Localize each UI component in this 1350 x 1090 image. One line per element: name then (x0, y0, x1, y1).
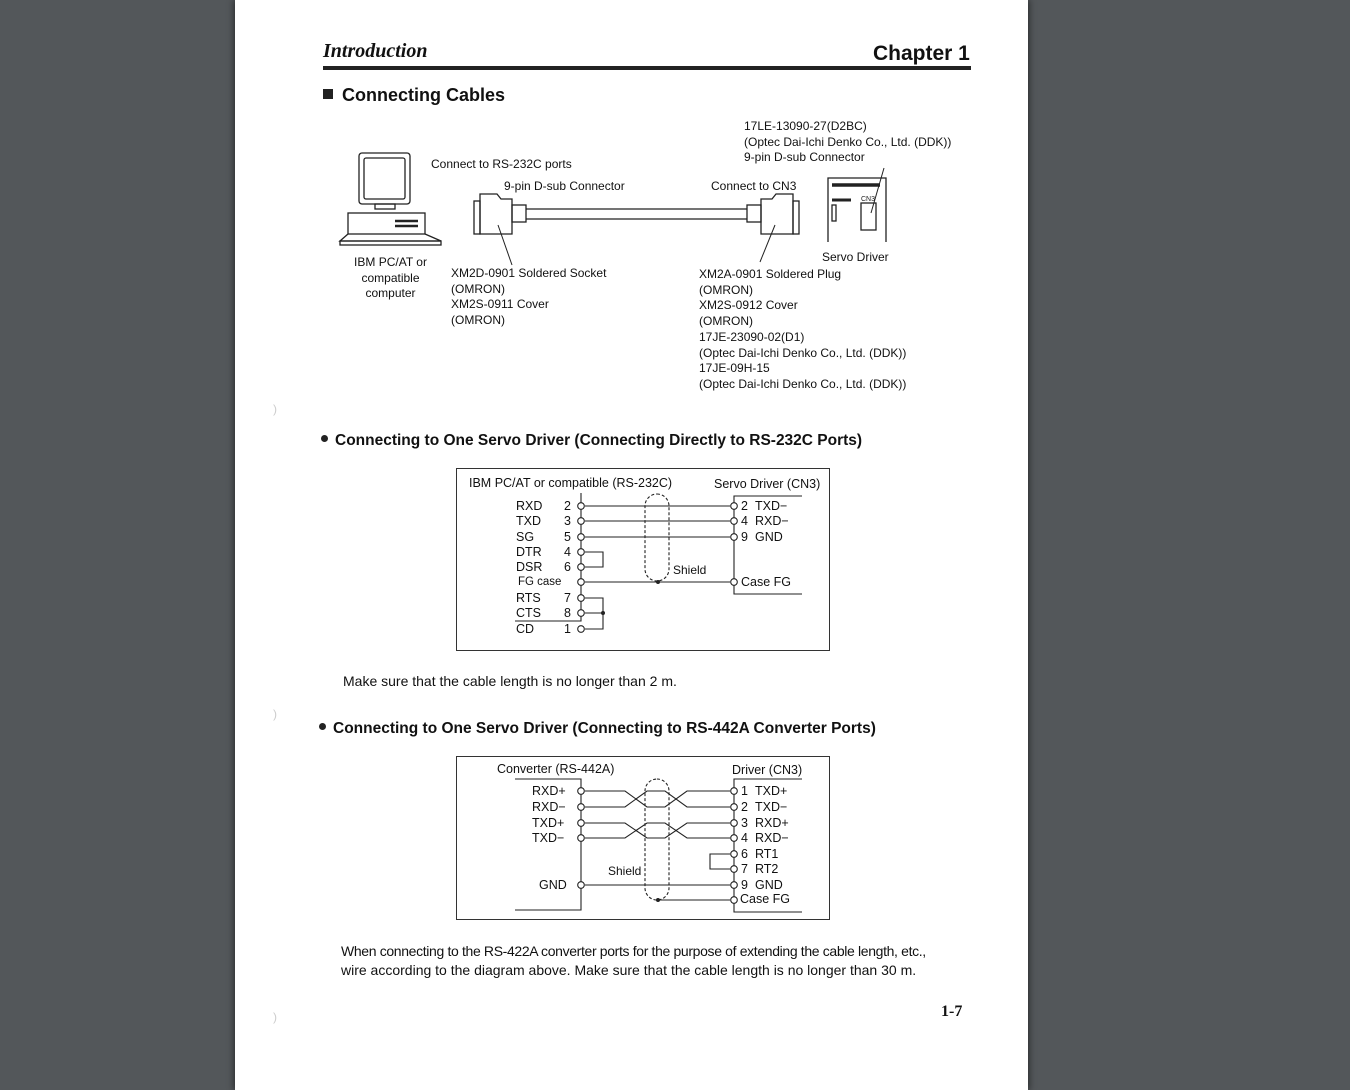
rs422-wiring-diagram: Converter (RS-442A) Driver (CN3) RXD+ RXD− TXD+ TXD− GND 1 TXD+ 2 TXD− 3 RXD+ 4 RXD− 6 RT1 7 RT2 9 GND Case FG Shield (456, 756, 830, 920)
rs232-right-header: Servo Driver (CN3) (714, 477, 821, 491)
left-connector-parts: XM2D-0901 Soldered Socket (OMRON) XM2S-0911 Cover (OMRON) (451, 266, 607, 328)
rs422-shield-label: Shield (608, 864, 642, 878)
section-title: Connecting Cables (323, 85, 505, 106)
page-number: 1-7 (941, 1003, 963, 1020)
binding-mark: ) (273, 402, 277, 416)
rs232-shield-label: Shield (673, 563, 707, 577)
label-servo-driver: Servo Driver (822, 250, 889, 264)
rs422-note-line-2: wire according to the diagram above. Make sure that the cable length is no longer than 30 m. (341, 962, 917, 978)
top-right-part-notes: 17LE-13090-27(D2BC) (Optec Dai-Ichi Denko Co., Ltd. (DDK)) 9-pin D-sub Connector (744, 119, 952, 165)
bullet-icon (321, 435, 328, 442)
running-header-chapter: Chapter 1 (873, 42, 970, 65)
rs232-cable-length-note: Make sure that the cable length is no longer than 2 m. (343, 673, 677, 689)
document-page (235, 0, 1028, 1090)
right-connector-parts: XM2A-0901 Soldered Plug (OMRON) XM2S-0912 Cover (OMRON) 17JE-23090-02(D1) (Optec Dai-Ichi Denko Co., Ltd. (DDK)) 17JE-09H-15 (Optec Dai-Ichi Denko Co., Ltd. (DDK)) (699, 267, 907, 391)
running-header-section: Introduction (323, 40, 428, 62)
rs232-left-header: IBM PC/AT or compatible (RS-232C) (469, 476, 673, 490)
cn3-tag: CN3 (861, 196, 876, 203)
rs232-subsection-title: Connecting to One Servo Driver (Connecting Directly to RS-232C Ports) (321, 432, 862, 450)
rs232-wiring-drawing (457, 469, 829, 650)
binding-mark: ) (273, 1010, 277, 1024)
label-dsub-left: 9-pin D-sub Connector (504, 179, 625, 193)
rs422-left-header: Converter (RS-442A) (497, 762, 615, 776)
computer-label: IBM PC/AT or compatible computer (354, 255, 427, 301)
overview-drawing (235, 0, 1028, 400)
label-connect-rs232: Connect to RS-232C ports (431, 157, 572, 171)
binding-mark: ) (273, 707, 277, 721)
rs422-right-header: Driver (CN3) (732, 763, 803, 777)
rs422-subsection-title: Connecting to One Servo Driver (Connecting to RS-442A Converter Ports) (319, 720, 876, 738)
rs422-note-line-1: When connecting to the RS-422A converter ports for the purpose of extending the cable length, etc., (341, 943, 926, 959)
label-connect-cn3: Connect to CN3 (711, 179, 797, 193)
rs232-wiring-diagram: IBM PC/AT or compatible (RS-232C) Servo Driver (CN3) RXD 2 TXD 3 SG 5 DTR 4 DSR 6 FG case RTS 7 CTS 8 CD 1 2 TXD− 4 RXD− 9 GND Case FG Shield (456, 468, 830, 651)
bullet-icon (319, 723, 326, 730)
